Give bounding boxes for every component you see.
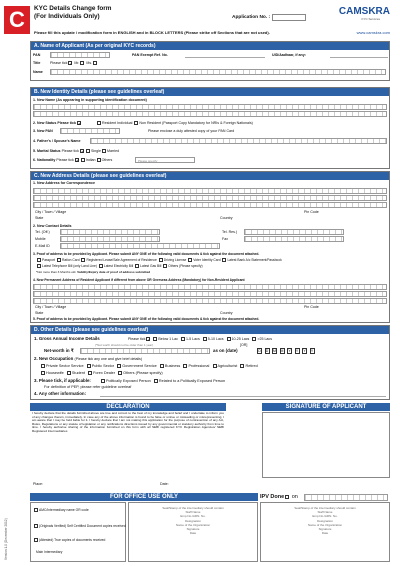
others-checkbox[interactable]: [97, 158, 101, 162]
tick-checkbox[interactable]: ✓: [75, 158, 80, 164]
form-title-line2: (For Individuals Only): [34, 12, 100, 20]
proof-options-2: Latest Telephone Bill (only Land Line) Latest Electricity Bill Latest Gas Bill Others (Please specify): [36, 264, 203, 268]
application-no-label: Application No. :: [232, 15, 271, 20]
new-pan-label: 3. New PAN: [33, 129, 53, 133]
corr-address-line2[interactable]: [33, 195, 387, 201]
website-link: www.camskra.com: [356, 30, 390, 35]
section-b-header: B. New Identity Details (please see guidelines overleaf): [31, 88, 389, 96]
father-input[interactable]: [90, 138, 387, 144]
retired-checkbox[interactable]: [240, 364, 244, 368]
single-checkbox[interactable]: [86, 149, 90, 153]
mr-checkbox[interactable]: [80, 61, 84, 65]
income-1-5-checkbox[interactable]: [181, 337, 185, 341]
country-label: Country: [220, 216, 233, 220]
pep-label: 3. Please tick, if applicable:: [34, 378, 91, 383]
instruction-text: Please fill this update / modification form in ENGLISH and in BLOCK LETTERS (Please strike off Sections that are not used).: [34, 30, 270, 35]
public-sector-checkbox[interactable]: [87, 364, 91, 368]
nationality-specify-field[interactable]: Please specify: [135, 157, 195, 163]
amc-checkbox[interactable]: [34, 508, 38, 512]
income-25-checkbox[interactable]: [252, 337, 256, 341]
mobile-input[interactable]: [60, 236, 160, 242]
status-options: Resident Individual Non Resident (Passport Copy Mandatory for NRIs & Foreign Nationals): [96, 121, 253, 125]
date-digit[interactable]: Y: [288, 349, 291, 353]
voter-checkbox[interactable]: [188, 258, 192, 262]
related-pep-checkbox[interactable]: [154, 379, 158, 383]
pan-note: Please enclose a duly attested copy of your PAN Card: [148, 129, 235, 133]
forex-checkbox[interactable]: [88, 371, 92, 375]
perm-address-line2[interactable]: [33, 291, 387, 297]
income-10-25-checkbox[interactable]: [227, 337, 231, 341]
office-use-header: FOR OFFICE USE ONLY: [30, 493, 258, 501]
tick-checkbox[interactable]: ✓: [69, 61, 73, 67]
contact-label: 2. New Contact Details: [33, 224, 72, 228]
nri-checkbox[interactable]: [134, 121, 138, 125]
perm-state-label: State: [35, 311, 44, 315]
pep-options: Politically Exposed Person Related to a Politically Exposed Person: [100, 379, 225, 383]
father-label: 4. Father's / Spouse's Name: [33, 139, 81, 143]
signature-box[interactable]: [262, 412, 390, 478]
lease-checkbox[interactable]: [81, 258, 85, 262]
occupation-options: Private Sector Service Public Sector Government Service Business Professional Agriculturist Retired: [40, 364, 258, 368]
as-on-date-field[interactable]: [256, 348, 316, 354]
government-checkbox[interactable]: [117, 364, 121, 368]
date-digit[interactable]: Y: [310, 349, 314, 353]
fax-label: Fax: [222, 237, 228, 241]
pep-checkbox[interactable]: [101, 379, 105, 383]
perm-country-label: Country: [220, 311, 233, 315]
indian-checkbox[interactable]: [81, 158, 85, 162]
gas-checkbox[interactable]: [135, 264, 139, 268]
nationality: 6. Nationality Please tick ✓ Indian Others: [33, 158, 113, 164]
tel-res-label: Tel. Res.): [222, 230, 238, 234]
fax-input[interactable]: [244, 236, 344, 242]
networth-input[interactable]: [80, 348, 210, 354]
orig-verified-checkbox[interactable]: [34, 524, 38, 528]
amc-label: AMC/Intermediary name OR code: [33, 508, 89, 512]
electricity-checkbox[interactable]: [99, 264, 103, 268]
uid-label: UID/Aadhaar, if any:: [272, 53, 306, 57]
brand-sub: KYC Services: [361, 17, 380, 21]
date-digit[interactable]: Y: [295, 349, 299, 353]
others-proof-checkbox[interactable]: [163, 264, 167, 268]
application-no-field[interactable]: [272, 14, 306, 21]
housewife-checkbox[interactable]: [41, 371, 45, 375]
email-input[interactable]: [60, 243, 220, 249]
new-name-input-2[interactable]: [33, 111, 387, 117]
form-title: [34, 5, 111, 20]
perm-address-line3[interactable]: [33, 298, 387, 304]
tel-off-input[interactable]: [60, 229, 160, 235]
telephone-checkbox[interactable]: [37, 264, 41, 268]
tel-off-label: Tel. (Off.): [35, 230, 50, 234]
date-digit[interactable]: D: [265, 349, 269, 353]
section-c-header: C. New Address Details (please see guidelines overleaf): [31, 172, 389, 180]
date-digit[interactable]: M: [273, 349, 276, 353]
income-label: 1. Gross Annual Income Details: [34, 336, 100, 341]
section-d-header: D. Other Details (please see guidelines overleaf): [31, 326, 389, 334]
declaration-text: I hereby declare that the details furnished above are true and correct to the best of my knowledge and belief and I undertake to inform you of any changes therein, immediately. In case any of the above information is found to be false or untrue or misleading or misrepresenting, I am aware that I may be held liable for it. I hereby declare that I am not making this application for the purpose of contravention of any Act, Rules, Regulations or any statute of legislation or any notifications directions issued by any governmental or statutory authority from time to time. I hereby authorise sharing of the information furnished on this form with all SEBI registered KYC Registration Agencies/ SEBI Registered Intermediaries: [32, 411, 224, 433]
tick-checkbox[interactable]: ✓: [147, 337, 151, 343]
signature-header: SIGNATURE OF APPLICANT: [262, 403, 390, 411]
driving-checkbox[interactable]: [159, 258, 163, 262]
intermediary-seal-text: Seal/Stamp of the intermediary should contain Staff Name Emp.No./ARN. No. Designation Name of the Organization Signature Date: [162, 506, 224, 536]
new-pan-input[interactable]: [60, 128, 120, 134]
perm-city-label: City / Town / Village: [35, 305, 67, 309]
tick-checkbox[interactable]: ✓: [80, 149, 85, 155]
pan-input[interactable]: [50, 52, 110, 58]
marital-status: 5. Marital Status Please tick ✓ Single Married: [33, 149, 120, 155]
income-below1-checkbox[interactable]: [153, 337, 157, 341]
proof-title: 3. Proof of address to be provided by Applicant. Please submit ANY ONE of the following valid documents & tick against the document attached.: [33, 252, 260, 256]
new-name-label: 1. New Name (As appearing in supporting identification document): [33, 98, 147, 102]
networth-note: (*Net worth should not be older than 1 year): [95, 343, 154, 347]
ipv-date-input[interactable]: [304, 494, 388, 501]
name-input[interactable]: [50, 69, 386, 75]
corr-address-line3[interactable]: [33, 202, 387, 208]
cams-logo: C: [4, 6, 30, 34]
agriculturist-checkbox[interactable]: [213, 364, 217, 368]
title-label: Title: [33, 61, 41, 65]
bank-checkbox[interactable]: [222, 258, 226, 262]
main-int-label: Main Intermediary: [36, 550, 63, 554]
perm-address-line1[interactable]: [33, 284, 387, 290]
version-text: Version 1.0 (December 2012): [4, 518, 8, 560]
attested-label: (Attested) True copies of documents received: [33, 538, 105, 542]
pep-definition: For definition of PEP, please refer guideline overleaf: [44, 385, 132, 389]
perm-pincode-label: Pin Code: [304, 305, 319, 309]
tick-checkbox[interactable]: ✓: [77, 121, 82, 127]
married-checkbox[interactable]: [102, 149, 106, 153]
proof5-title: 5. Proof of address to be provided by Applicant. Please submit ANY ONE of the following valid documents & tick against the document attached.: [33, 317, 260, 321]
proof-options: Passport Ration Card Registered Lease/Sale Agreement of Residence Driving License Voter Identity Card Latest Bank A/c Statement/Passbook: [36, 258, 282, 262]
as-on-label: as on (date): [213, 348, 238, 353]
email-label: E-Mail ID: [35, 244, 50, 248]
brand-logo: CAMSKRA: [338, 6, 390, 17]
income-5-10-checkbox[interactable]: [203, 337, 207, 341]
date-label: Date:: [160, 482, 169, 486]
declaration-header: DECLARATION: [30, 403, 226, 411]
corr-address-label: 1. New Address for Correspondence: [33, 181, 95, 185]
city-label: City / Town / Village: [35, 210, 67, 214]
mobile-label: Mobile: [35, 237, 46, 241]
passport-checkbox[interactable]: [37, 258, 41, 262]
form-title-line1: KYC Details Change form: [34, 5, 112, 12]
ration-checkbox[interactable]: [57, 258, 61, 262]
ms-checkbox[interactable]: [93, 61, 97, 65]
occupation-options-2: Housewife Student Forex Dealer Others (Please specify): [40, 371, 163, 375]
tel-res-input[interactable]: [244, 229, 344, 235]
ipv-seal-text: Seal/Stamp of the intermediary should contain Staff Name Emp.No./ARN. No. Designation Name of the Organization Signature Date: [294, 506, 356, 536]
new-status-label: 2. New Status Please tick ✓: [33, 121, 82, 127]
name-label: Name: [33, 70, 43, 74]
others-occ-checkbox[interactable]: [118, 371, 122, 375]
perm-address-label: 4. New Permanent Address of Resident Applicant if different from above OR Overseas Address (Mandatory) for Non-Resident Applicant: [33, 278, 245, 282]
business-checkbox[interactable]: [160, 364, 164, 368]
any-other-label: 4. Any other information:: [34, 391, 87, 396]
place-label: Place:: [33, 482, 43, 486]
pincode-label: Pin Code: [304, 210, 319, 214]
validity-note: *Not more than 3 Months old. Validity/Expiry date of proof of address submitted: [36, 270, 151, 274]
resident-checkbox[interactable]: [97, 121, 101, 125]
state-label: State: [35, 216, 44, 220]
pan-label: PAN: [33, 53, 41, 57]
student-checkbox[interactable]: [67, 371, 71, 375]
new-name-input[interactable]: [33, 104, 387, 110]
ipv-checkbox[interactable]: [285, 495, 289, 499]
title-options: Please tick ✓ Mr. Ms.: [50, 61, 98, 65]
income-tick: Please tick ✓ Below 1 Lac 1-5 Lacs 5-10 Lacs 10-25 Lacs >25 Lacs: [128, 337, 273, 343]
professional-checkbox[interactable]: [183, 364, 187, 368]
or-label: [OR]: [240, 343, 248, 347]
orig-verified-label: (Originals Verified) Self Certified Document copies received: [33, 524, 126, 528]
networth-label: Net-worth in ₹: [44, 348, 74, 353]
section-a-header: A. Name of Applicant (As per original KYC records): [31, 42, 389, 50]
corr-address-line1[interactable]: [33, 188, 387, 194]
ipv-label: IPV Done on: [260, 494, 298, 500]
date-digit[interactable]: D: [258, 349, 261, 353]
date-digit[interactable]: M: [280, 349, 284, 353]
pan-exempt-label: PAN Exempt Ref. No.: [132, 53, 168, 57]
private-sector-checkbox[interactable]: [41, 364, 45, 368]
date-digit[interactable]: Y: [303, 349, 306, 353]
attested-checkbox[interactable]: [34, 538, 38, 542]
occupation-label: 2. New Occupation (Please tick any one and give brief details): [34, 356, 143, 361]
